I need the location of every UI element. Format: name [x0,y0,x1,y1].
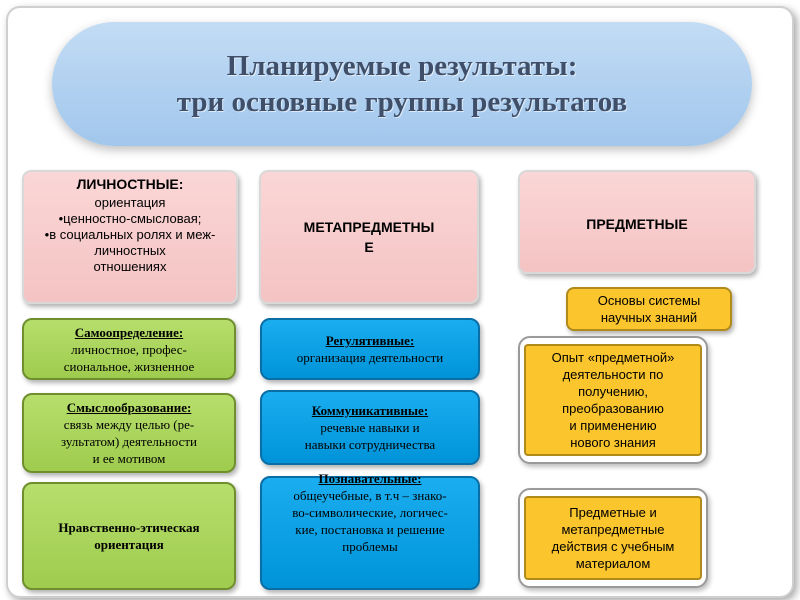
gold-box-line: Предметные и [569,505,657,520]
subject-experience-box [524,344,702,456]
gold-box-line: нового знания [570,435,656,450]
personal-line: отношениях [93,259,167,274]
green-box-line: сиональное, жизненное [63,358,195,374]
personal-line: •ценностно-смысловая; [58,211,202,226]
gold-box-line: получению, [578,384,648,399]
blue-box-line: проблемы [342,539,398,554]
self-determination-box [22,318,236,380]
blue-box-line: речевые навыки и [320,420,420,435]
regulatory-box [260,318,480,380]
gold-box-line: Основы системы [597,293,701,308]
green-box-line: зультатом) деятельности [61,434,197,449]
meaning-formation-box [22,393,236,473]
blue-box-line: навыки сотрудничества [304,437,436,452]
title-banner [52,22,752,146]
title-line-2: три основные группы результатов [176,86,628,118]
green-box-line: личностное, профес- [71,341,187,357]
communicative-box [260,390,480,465]
green-box-title: Нравственно-этическая [58,520,200,535]
blue-box-line: кие, постановка и решение [295,522,445,537]
gold-box-line: метапредметные [561,522,665,537]
meta-heading-line-2: Е [364,239,374,255]
gold-box-line: преобразованию [562,401,664,416]
title-line-1: Планируемые результаты: [226,50,578,82]
blue-box-line: общеучебные, в т.ч – знако- [293,488,447,503]
subject-heading: ПРЕДМЕТНЫЕ [586,216,688,232]
gold-box-line: деятельности по [562,367,664,382]
personal-line: ориентация [94,195,166,210]
green-box-line: ориентация [94,537,164,552]
blue-box-line: во-символические, логичес- [292,505,448,520]
gold-box-line: действия с учебным [551,539,675,554]
green-box-line: и ее мотивом [92,451,166,466]
gold-box-line: и применению [569,418,657,433]
personal-header-box [22,170,238,304]
blue-box-title: Регулятивные: [325,333,415,348]
moral-ethical-box [22,482,236,590]
green-box-line: связь между целью (ре- [63,417,195,432]
science-basics-box [566,287,732,331]
cognitive-box [260,471,480,590]
meta-heading-line-1: МЕТАПРЕДМЕТНЫ [303,219,435,235]
personal-line: личностных [94,243,166,258]
actions-box [524,496,702,580]
meta-header-box [259,170,479,304]
blue-box-title: Коммуникативные: [311,403,429,418]
blue-box-line: организация деятельности [296,350,444,365]
subject-header-box [518,170,756,274]
blue-box-title: Познавательные: [318,471,422,486]
gold-box-line: научных знаний [600,310,698,325]
personal-line: •в социальных ролях и меж- [44,227,216,242]
green-box-title: Смыслообразование: [66,400,192,415]
personal-heading: ЛИЧНОСТНЫЕ: [76,176,184,192]
gold-box-line: Опыт «предметной» [551,350,675,365]
gold-box-line: материалом [575,556,651,571]
green-box-title: Самоопределение: [74,324,184,340]
